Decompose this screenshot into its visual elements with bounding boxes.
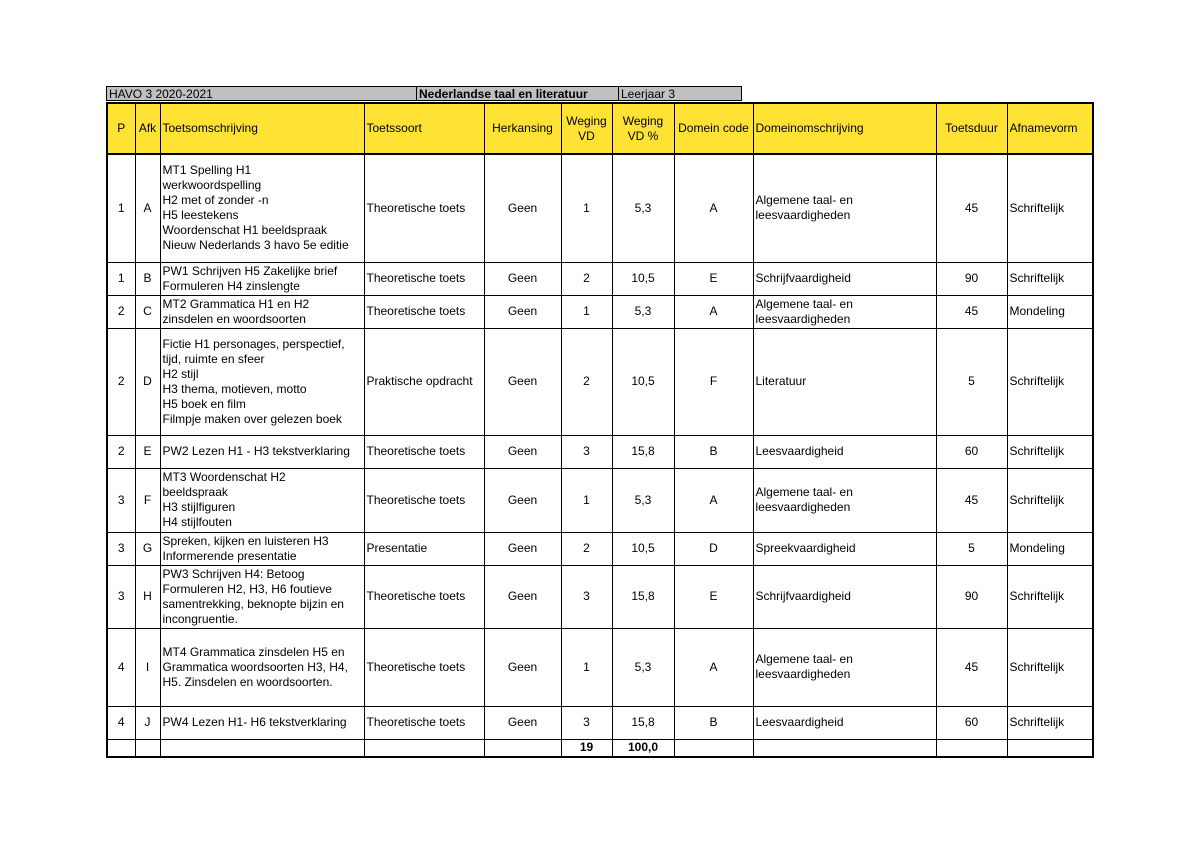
- cell-p: 2: [107, 328, 135, 435]
- cell-afname: Schriftelijk: [1007, 262, 1093, 295]
- cell-domeinomschrijving: Algemene taal- en leesvaardigheden: [753, 154, 936, 262]
- cell-omschrijving: MT4 Grammatica zinsdelen H5 en Grammatica woordsoorten H3, H4, H5. Zinsdelen en woordsoorten.: [160, 628, 364, 706]
- cell-herkansing: Geen: [484, 295, 561, 328]
- cell-weging-pct: 15,8: [612, 435, 674, 468]
- cell-domeinomschrijving: Leesvaardigheid: [753, 706, 936, 739]
- cell-herkansing: Geen: [484, 435, 561, 468]
- col-header-afk: Afk: [135, 103, 160, 154]
- cell-afk: H: [135, 565, 160, 628]
- cell-p: 3: [107, 565, 135, 628]
- cell-weging-pct: 15,8: [612, 706, 674, 739]
- cell-domein: F: [674, 328, 753, 435]
- cell-herkansing: Geen: [484, 706, 561, 739]
- cell-soort: Theoretische toets: [364, 706, 484, 739]
- cell-afk: G: [135, 532, 160, 565]
- cell-p: 1: [107, 154, 135, 262]
- cell-afk: J: [135, 706, 160, 739]
- cell-p: 2: [107, 295, 135, 328]
- cell-omschrijving: PW1 Schrijven H5 Zakelijke brief Formuleren H4 zinslengte: [160, 262, 364, 295]
- totals-row: [107, 739, 1093, 757]
- cell-duur: 5: [936, 328, 1007, 435]
- cell-herkansing: Geen: [484, 154, 561, 262]
- cell-domeinomschrijving: Schrijfvaardigheid: [753, 565, 936, 628]
- cell-soort: Theoretische toets: [364, 628, 484, 706]
- cell-soort: Theoretische toets: [364, 154, 484, 262]
- cell-domein: E: [674, 262, 753, 295]
- cell-domein: A: [674, 468, 753, 532]
- table-row: [107, 468, 1093, 532]
- table-row: [107, 532, 1093, 565]
- cell-domeinomschrijving: Algemene taal- en leesvaardigheden: [753, 628, 936, 706]
- cell-weging-vd: 1: [561, 154, 612, 262]
- cell-afname: Mondeling: [1007, 532, 1093, 565]
- total-weging-vd: 19: [561, 739, 612, 757]
- cell-herkansing: Geen: [484, 565, 561, 628]
- cell-domeinomschrijving: Schrijfvaardigheid: [753, 262, 936, 295]
- cell-domeinomschrijving: Literatuur: [753, 328, 936, 435]
- cell-afk: F: [135, 468, 160, 532]
- cell-duur: 90: [936, 262, 1007, 295]
- cell-omschrijving: PW2 Lezen H1 - H3 tekstverklaring: [160, 435, 364, 468]
- cell-soort: Theoretische toets: [364, 435, 484, 468]
- cell-duur: 5: [936, 532, 1007, 565]
- school-year-label: HAVO 3 2020-2021: [106, 86, 417, 101]
- cell-weging-pct: 10,5: [612, 532, 674, 565]
- cell-soort: Theoretische toets: [364, 262, 484, 295]
- cell-weging-vd: 2: [561, 262, 612, 295]
- cell-domein: D: [674, 532, 753, 565]
- cell-weging-pct: 5,3: [612, 154, 674, 262]
- cell-soort: Presentatie: [364, 532, 484, 565]
- cell-weging-vd: 2: [561, 328, 612, 435]
- cell-afk: D: [135, 328, 160, 435]
- cell-p: 3: [107, 532, 135, 565]
- cell-afname: Schriftelijk: [1007, 468, 1093, 532]
- cell-afk: B: [135, 262, 160, 295]
- cell-afname: Schriftelijk: [1007, 706, 1093, 739]
- cell-afk: A: [135, 154, 160, 262]
- cell-domeinomschrijving: Spreekvaardigheid: [753, 532, 936, 565]
- cell-afk: E: [135, 435, 160, 468]
- table-row: [107, 295, 1093, 328]
- cell-duur: 45: [936, 154, 1007, 262]
- cell-omschrijving: MT3 Woordenschat H2 beeldspraak H3 stijlfiguren H4 stijlfouten: [160, 468, 364, 532]
- col-header-domein: Domein code: [674, 103, 753, 154]
- cell-weging-vd: 3: [561, 706, 612, 739]
- cell-p: 3: [107, 468, 135, 532]
- col-header-herkansing: Herkansing: [484, 103, 561, 154]
- col-header-duur: Toetsduur: [936, 103, 1007, 154]
- header-row: [107, 103, 1093, 154]
- cell-afname: Schriftelijk: [1007, 565, 1093, 628]
- table-row: [107, 628, 1093, 706]
- total-weging-pct: 100,0: [612, 739, 674, 757]
- cell-weging-vd: 1: [561, 468, 612, 532]
- cell-omschrijving: PW3 Schrijven H4: Betoog Formuleren H2, H3, H6 foutieve samentrekking, beknopte bijzin en incongruentie.: [160, 565, 364, 628]
- cell-duur: 45: [936, 468, 1007, 532]
- cell-p: 2: [107, 435, 135, 468]
- table-row: [107, 154, 1093, 262]
- cell-weging-pct: 15,8: [612, 565, 674, 628]
- cell-omschrijving: Fictie H1 personages, perspectief, tijd, ruimte en sfeer H2 stijl H3 thema, motieven, motto H5 boek en film Filmpje maken over gelezen boek: [160, 328, 364, 435]
- cell-weging-vd: 3: [561, 565, 612, 628]
- cell-afname: Schriftelijk: [1007, 435, 1093, 468]
- table-row: [107, 706, 1093, 739]
- cell-domeinomschrijving: Algemene taal- en leesvaardigheden: [753, 468, 936, 532]
- pta-table: [106, 102, 1094, 758]
- cell-afk: C: [135, 295, 160, 328]
- col-header-afname: Afnamevorm: [1007, 103, 1093, 154]
- cell-domein: A: [674, 295, 753, 328]
- cell-weging-vd: 3: [561, 435, 612, 468]
- cell-p: 4: [107, 706, 135, 739]
- cell-domeinomschrijving: Leesvaardigheid: [753, 435, 936, 468]
- col-header-p: P: [107, 103, 135, 154]
- cell-domeinomschrijving: Algemene taal- en leesvaardigheden: [753, 295, 936, 328]
- cell-p: 1: [107, 262, 135, 295]
- cell-duur: 60: [936, 706, 1007, 739]
- cell-domein: B: [674, 706, 753, 739]
- cell-omschrijving: Spreken, kijken en luisteren H3 Informerende presentatie: [160, 532, 364, 565]
- cell-weging-vd: 1: [561, 628, 612, 706]
- cell-herkansing: Geen: [484, 262, 561, 295]
- cell-domein: A: [674, 628, 753, 706]
- cell-domein: E: [674, 565, 753, 628]
- cell-duur: 90: [936, 565, 1007, 628]
- col-header-omschrijving: Toetsomschrijving: [160, 103, 364, 154]
- cell-domein: B: [674, 435, 753, 468]
- cell-afname: Schriftelijk: [1007, 154, 1093, 262]
- cell-soort: Theoretische toets: [364, 295, 484, 328]
- col-header-weging-vd: Weging VD: [561, 103, 612, 154]
- cell-weging-pct: 10,5: [612, 262, 674, 295]
- cell-soort: Theoretische toets: [364, 565, 484, 628]
- cell-duur: 45: [936, 628, 1007, 706]
- cell-herkansing: Geen: [484, 532, 561, 565]
- col-header-soort: Toetssoort: [364, 103, 484, 154]
- cell-soort: Praktische opdracht: [364, 328, 484, 435]
- cell-herkansing: Geen: [484, 468, 561, 532]
- cell-omschrijving: PW4 Lezen H1- H6 tekstverklaring: [160, 706, 364, 739]
- cell-afk: I: [135, 628, 160, 706]
- cell-soort: Theoretische toets: [364, 468, 484, 532]
- cell-duur: 60: [936, 435, 1007, 468]
- cell-weging-pct: 5,3: [612, 628, 674, 706]
- cell-herkansing: Geen: [484, 628, 561, 706]
- cell-weging-vd: 1: [561, 295, 612, 328]
- col-header-domeinomschrijving: Domeinomschrijving: [753, 103, 936, 154]
- table-row: [107, 435, 1093, 468]
- cell-weging-pct: 5,3: [612, 295, 674, 328]
- subject-label: Nederlandse taal en literatuur: [416, 86, 620, 101]
- cell-weging-vd: 2: [561, 532, 612, 565]
- cell-omschrijving: MT1 Spelling H1 werkwoordspelling H2 met of zonder -n H5 leestekens Woordenschat H1 beeldspraak Nieuw Nederlands 3 havo 5e editie: [160, 154, 364, 262]
- cell-weging-pct: 10,5: [612, 328, 674, 435]
- table-row: [107, 328, 1093, 435]
- table-row: [107, 262, 1093, 295]
- cell-afname: Schriftelijk: [1007, 328, 1093, 435]
- cell-afname: Mondeling: [1007, 295, 1093, 328]
- cell-domein: A: [674, 154, 753, 262]
- cell-omschrijving: MT2 Grammatica H1 en H2 zinsdelen en woordsoorten: [160, 295, 364, 328]
- cell-weging-pct: 5,3: [612, 468, 674, 532]
- table-row: [107, 565, 1093, 628]
- cell-p: 4: [107, 628, 135, 706]
- cell-duur: 45: [936, 295, 1007, 328]
- col-header-weging-pct: Weging VD %: [612, 103, 674, 154]
- cell-afname: Schriftelijk: [1007, 628, 1093, 706]
- grade-level-label: Leerjaar 3: [618, 86, 742, 101]
- cell-herkansing: Geen: [484, 328, 561, 435]
